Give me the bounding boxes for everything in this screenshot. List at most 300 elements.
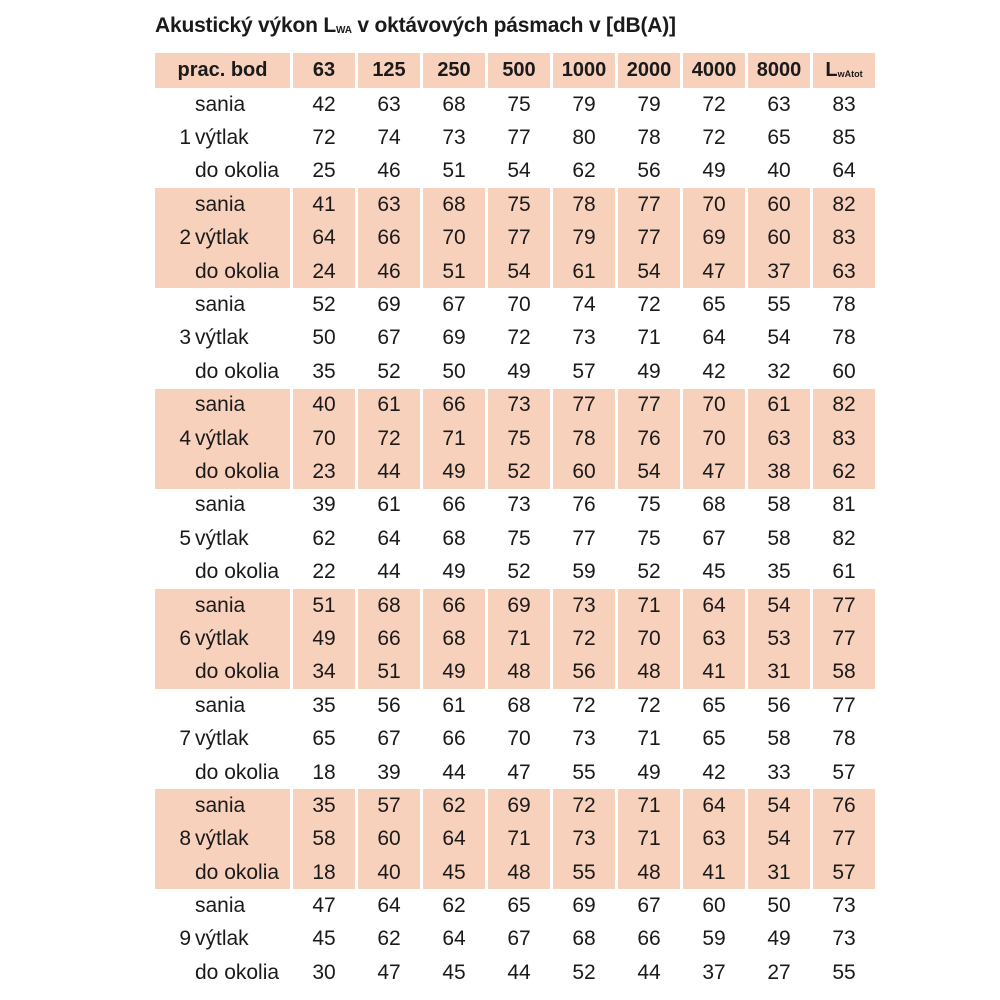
- row-label: sania: [195, 793, 246, 817]
- value-cell: 77: [617, 389, 682, 422]
- point-number: [155, 856, 195, 889]
- value-cell: 61: [357, 489, 422, 522]
- value-cell: 66: [422, 389, 487, 422]
- value-cell: 48: [487, 856, 552, 889]
- value-cell: 41: [292, 188, 357, 221]
- value-cell: 75: [487, 88, 552, 121]
- total-cell: 73: [812, 889, 876, 922]
- value-cell: 54: [487, 155, 552, 188]
- value-cell: 47: [357, 956, 422, 989]
- value-cell: 30: [292, 956, 357, 989]
- row-label: výtlak: [195, 727, 249, 751]
- value-cell: 70: [292, 422, 357, 455]
- table-row: [155, 422, 875, 455]
- value-cell: 61: [552, 255, 617, 288]
- point-number: 7: [179, 727, 191, 751]
- value-cell: 64: [357, 889, 422, 922]
- value-cell: 68: [357, 589, 422, 622]
- total-cell: 83: [812, 422, 876, 455]
- total-cell: 61: [812, 555, 876, 588]
- value-cell: 73: [487, 489, 552, 522]
- point-number: [155, 589, 195, 622]
- value-cell: 35: [292, 689, 357, 722]
- value-cell: 55: [552, 756, 617, 789]
- value-cell: 70: [617, 622, 682, 655]
- value-cell: 72: [552, 789, 617, 822]
- value-cell: 52: [487, 455, 552, 488]
- value-cell: 47: [292, 889, 357, 922]
- value-cell: 35: [747, 555, 812, 588]
- value-cell: 44: [487, 956, 552, 989]
- point-number: 5: [179, 526, 191, 550]
- point-number: 6: [179, 626, 191, 650]
- value-cell: 73: [552, 722, 617, 755]
- value-cell: 68: [422, 622, 487, 655]
- value-cell: 79: [552, 88, 617, 121]
- value-cell: 67: [617, 889, 682, 922]
- row-label: výtlak: [195, 226, 249, 250]
- row-label: do okolia: [195, 960, 280, 984]
- value-cell: 27: [747, 956, 812, 989]
- point-number: [155, 656, 195, 689]
- value-cell: 69: [357, 288, 422, 321]
- point-number: [155, 889, 195, 922]
- total-cell: 83: [812, 88, 876, 121]
- value-cell: 38: [747, 455, 812, 488]
- value-cell: 47: [682, 255, 747, 288]
- value-cell: 70: [682, 188, 747, 221]
- total-cell: 64: [812, 155, 876, 188]
- value-cell: 77: [552, 389, 617, 422]
- value-cell: 57: [552, 355, 617, 388]
- point-number: [155, 789, 195, 822]
- table-row: [155, 88, 875, 121]
- value-cell: 44: [617, 956, 682, 989]
- total-cell: 55: [812, 956, 876, 989]
- value-cell: 55: [747, 288, 812, 321]
- table-row: [155, 121, 875, 154]
- value-cell: 62: [357, 923, 422, 956]
- value-cell: 63: [682, 622, 747, 655]
- value-cell: 66: [422, 722, 487, 755]
- value-cell: 46: [357, 255, 422, 288]
- value-cell: 61: [357, 389, 422, 422]
- table-row: [155, 322, 875, 355]
- value-cell: 64: [422, 923, 487, 956]
- row-label: do okolia: [195, 660, 280, 684]
- value-cell: 49: [682, 155, 747, 188]
- value-cell: 67: [422, 288, 487, 321]
- value-cell: 49: [422, 656, 487, 689]
- value-cell: 77: [487, 121, 552, 154]
- value-cell: 58: [747, 522, 812, 555]
- row-label: sania: [195, 593, 246, 617]
- table-row: [155, 689, 875, 722]
- value-cell: 49: [292, 622, 357, 655]
- value-cell: 68: [422, 522, 487, 555]
- value-cell: 63: [747, 422, 812, 455]
- value-cell: 48: [487, 656, 552, 689]
- row-label: do okolia: [195, 159, 280, 183]
- header-band: 1000: [552, 53, 617, 88]
- value-cell: 68: [422, 188, 487, 221]
- value-cell: 51: [422, 255, 487, 288]
- value-cell: 56: [552, 656, 617, 689]
- point-number: 4: [179, 426, 191, 450]
- value-cell: 73: [422, 121, 487, 154]
- row-label: sania: [195, 92, 246, 116]
- value-cell: 56: [747, 689, 812, 722]
- value-cell: 66: [617, 923, 682, 956]
- value-cell: 66: [422, 589, 487, 622]
- value-cell: 72: [617, 288, 682, 321]
- value-cell: 71: [617, 589, 682, 622]
- acoustic-power-table: [155, 53, 875, 990]
- value-cell: 48: [617, 656, 682, 689]
- value-cell: 68: [682, 489, 747, 522]
- value-cell: 52: [292, 288, 357, 321]
- value-cell: 72: [292, 121, 357, 154]
- total-cell: 77: [812, 689, 876, 722]
- value-cell: 73: [487, 389, 552, 422]
- value-cell: 35: [292, 789, 357, 822]
- value-cell: 23: [292, 455, 357, 488]
- total-cell: 58: [812, 656, 876, 689]
- value-cell: 63: [357, 188, 422, 221]
- value-cell: 78: [552, 422, 617, 455]
- value-cell: 50: [422, 355, 487, 388]
- value-cell: 69: [682, 222, 747, 255]
- value-cell: 64: [682, 789, 747, 822]
- value-cell: 62: [422, 789, 487, 822]
- value-cell: 45: [682, 555, 747, 588]
- value-cell: 22: [292, 555, 357, 588]
- value-cell: 60: [552, 455, 617, 488]
- value-cell: 42: [682, 756, 747, 789]
- value-cell: 54: [747, 322, 812, 355]
- value-cell: 63: [682, 823, 747, 856]
- value-cell: 31: [747, 856, 812, 889]
- value-cell: 45: [292, 923, 357, 956]
- value-cell: 41: [682, 856, 747, 889]
- value-cell: 45: [422, 956, 487, 989]
- total-cell: 83: [812, 222, 876, 255]
- value-cell: 60: [747, 188, 812, 221]
- value-cell: 70: [682, 389, 747, 422]
- value-cell: 41: [682, 656, 747, 689]
- point-number: 1: [179, 126, 191, 150]
- value-cell: 79: [552, 222, 617, 255]
- value-cell: 51: [292, 589, 357, 622]
- table-row: [155, 355, 875, 388]
- value-cell: 65: [682, 288, 747, 321]
- table-row: [155, 555, 875, 588]
- value-cell: 54: [487, 255, 552, 288]
- value-cell: 58: [747, 722, 812, 755]
- value-cell: 53: [747, 622, 812, 655]
- value-cell: 75: [487, 422, 552, 455]
- table-row: [155, 722, 875, 755]
- table-row: [155, 522, 875, 555]
- value-cell: 40: [357, 856, 422, 889]
- point-number: [155, 188, 195, 221]
- total-cell: 77: [812, 622, 876, 655]
- value-cell: 39: [357, 756, 422, 789]
- value-cell: 42: [682, 355, 747, 388]
- value-cell: 63: [357, 88, 422, 121]
- total-cell: 82: [812, 188, 876, 221]
- value-cell: 32: [747, 355, 812, 388]
- header-total: $L_{wAtot}$: [812, 53, 876, 88]
- value-cell: 34: [292, 656, 357, 689]
- value-cell: 69: [552, 889, 617, 922]
- value-cell: 72: [682, 121, 747, 154]
- table-row: [155, 923, 875, 956]
- total-cell: 81: [812, 489, 876, 522]
- table-title: Akustický výkon $L_{WA}$ v oktávových pásmach v [dB(A)]: [155, 14, 676, 37]
- value-cell: 75: [487, 188, 552, 221]
- value-cell: 70: [487, 722, 552, 755]
- value-cell: 79: [617, 88, 682, 121]
- value-cell: 45: [422, 856, 487, 889]
- value-cell: 66: [422, 489, 487, 522]
- value-cell: 68: [422, 88, 487, 121]
- total-cell: 76: [812, 789, 876, 822]
- value-cell: 71: [617, 823, 682, 856]
- table-row: [155, 889, 875, 922]
- value-cell: 52: [357, 355, 422, 388]
- table-row: [155, 956, 875, 989]
- value-cell: 67: [682, 522, 747, 555]
- value-cell: 73: [552, 322, 617, 355]
- total-cell: 78: [812, 722, 876, 755]
- value-cell: 50: [747, 889, 812, 922]
- value-cell: 65: [747, 121, 812, 154]
- value-cell: 74: [357, 121, 422, 154]
- value-cell: 24: [292, 255, 357, 288]
- value-cell: 18: [292, 856, 357, 889]
- value-cell: 52: [487, 555, 552, 588]
- value-cell: 65: [682, 689, 747, 722]
- header-band: 2000: [617, 53, 682, 88]
- value-cell: 46: [357, 155, 422, 188]
- value-cell: 56: [357, 689, 422, 722]
- table-row: [155, 656, 875, 689]
- value-cell: 69: [422, 322, 487, 355]
- value-cell: 49: [487, 355, 552, 388]
- row-label: do okolia: [195, 359, 280, 383]
- header-point: prac. bod: [177, 59, 268, 81]
- total-cell: 63: [812, 255, 876, 288]
- value-cell: 77: [487, 222, 552, 255]
- total-cell: 77: [812, 823, 876, 856]
- row-label: sania: [195, 393, 246, 417]
- value-cell: 60: [357, 823, 422, 856]
- value-cell: 44: [357, 555, 422, 588]
- value-cell: 72: [682, 88, 747, 121]
- value-cell: 62: [292, 522, 357, 555]
- value-cell: 70: [487, 288, 552, 321]
- total-cell: 57: [812, 756, 876, 789]
- point-number: [155, 355, 195, 388]
- value-cell: 72: [357, 422, 422, 455]
- row-label: výtlak: [195, 326, 249, 350]
- value-cell: 35: [292, 355, 357, 388]
- value-cell: 68: [487, 689, 552, 722]
- value-cell: 37: [682, 956, 747, 989]
- value-cell: 71: [617, 722, 682, 755]
- value-cell: 49: [422, 555, 487, 588]
- point-number: [155, 756, 195, 789]
- value-cell: 58: [747, 489, 812, 522]
- value-cell: 44: [422, 756, 487, 789]
- value-cell: 76: [617, 422, 682, 455]
- value-cell: 71: [487, 823, 552, 856]
- point-number: [155, 555, 195, 588]
- value-cell: 57: [357, 789, 422, 822]
- point-number: [155, 489, 195, 522]
- value-cell: 47: [682, 455, 747, 488]
- value-cell: 69: [487, 789, 552, 822]
- row-label: výtlak: [195, 827, 249, 851]
- value-cell: 65: [487, 889, 552, 922]
- table-row: [155, 856, 875, 889]
- value-cell: 40: [747, 155, 812, 188]
- value-cell: 63: [747, 88, 812, 121]
- value-cell: 61: [747, 389, 812, 422]
- value-cell: 62: [422, 889, 487, 922]
- value-cell: 64: [292, 222, 357, 255]
- value-cell: 64: [422, 823, 487, 856]
- value-cell: 18: [292, 756, 357, 789]
- header-band: 500: [487, 53, 552, 88]
- value-cell: 61: [422, 689, 487, 722]
- row-label: výtlak: [195, 927, 249, 951]
- total-cell: 82: [812, 522, 876, 555]
- point-number: [155, 155, 195, 188]
- value-cell: 47: [487, 756, 552, 789]
- value-cell: 52: [552, 956, 617, 989]
- table-row: [155, 255, 875, 288]
- header-row: [155, 53, 875, 88]
- value-cell: 56: [617, 155, 682, 188]
- value-cell: 75: [617, 489, 682, 522]
- total-cell: 85: [812, 121, 876, 154]
- total-cell: 62: [812, 455, 876, 488]
- value-cell: 55: [552, 856, 617, 889]
- total-cell: 78: [812, 288, 876, 321]
- point-number: [155, 288, 195, 321]
- value-cell: 49: [422, 455, 487, 488]
- value-cell: 50: [292, 322, 357, 355]
- value-cell: 58: [292, 823, 357, 856]
- value-cell: 64: [682, 322, 747, 355]
- value-cell: 49: [747, 923, 812, 956]
- value-cell: 75: [487, 522, 552, 555]
- value-cell: 72: [617, 689, 682, 722]
- value-cell: 40: [292, 389, 357, 422]
- value-cell: 51: [422, 155, 487, 188]
- point-number: [155, 956, 195, 989]
- header-band: 63: [292, 53, 357, 88]
- value-cell: 42: [292, 88, 357, 121]
- point-number: [155, 455, 195, 488]
- row-label: do okolia: [195, 860, 280, 884]
- row-label: sania: [195, 493, 246, 517]
- value-cell: 51: [357, 656, 422, 689]
- value-cell: 65: [292, 722, 357, 755]
- value-cell: 65: [682, 722, 747, 755]
- value-cell: 77: [617, 188, 682, 221]
- table-row: [155, 489, 875, 522]
- value-cell: 69: [487, 589, 552, 622]
- value-cell: 64: [682, 589, 747, 622]
- value-cell: 70: [422, 222, 487, 255]
- table-row: [155, 389, 875, 422]
- value-cell: 52: [617, 555, 682, 588]
- point-number: 2: [179, 226, 191, 250]
- table-row: [155, 789, 875, 822]
- row-label: do okolia: [195, 259, 280, 283]
- value-cell: 66: [357, 222, 422, 255]
- value-cell: 54: [747, 589, 812, 622]
- row-label: do okolia: [195, 459, 280, 483]
- point-number: 3: [179, 326, 191, 350]
- row-label: výtlak: [195, 526, 249, 550]
- value-cell: 54: [617, 455, 682, 488]
- value-cell: 71: [617, 322, 682, 355]
- total-cell: 82: [812, 389, 876, 422]
- value-cell: 54: [617, 255, 682, 288]
- total-cell: 57: [812, 856, 876, 889]
- value-cell: 60: [747, 222, 812, 255]
- value-cell: 25: [292, 155, 357, 188]
- point-number: 9: [179, 927, 191, 951]
- value-cell: 54: [747, 789, 812, 822]
- value-cell: 59: [552, 555, 617, 588]
- total-cell: 60: [812, 355, 876, 388]
- total-cell: 73: [812, 923, 876, 956]
- total-cell: 77: [812, 589, 876, 622]
- table-row: [155, 622, 875, 655]
- row-label: sania: [195, 693, 246, 717]
- point-number: 8: [179, 827, 191, 851]
- row-label: sania: [195, 293, 246, 317]
- value-cell: 62: [552, 155, 617, 188]
- header-band: 125: [357, 53, 422, 88]
- value-cell: 48: [617, 856, 682, 889]
- header-band: 250: [422, 53, 487, 88]
- row-label: sania: [195, 894, 246, 918]
- value-cell: 31: [747, 656, 812, 689]
- row-label: do okolia: [195, 560, 280, 584]
- value-cell: 68: [552, 923, 617, 956]
- row-label: do okolia: [195, 760, 280, 784]
- row-label: výtlak: [195, 126, 249, 150]
- value-cell: 78: [617, 121, 682, 154]
- value-cell: 71: [487, 622, 552, 655]
- row-label: výtlak: [195, 426, 249, 450]
- value-cell: 49: [617, 756, 682, 789]
- value-cell: 39: [292, 489, 357, 522]
- table-row: [155, 288, 875, 321]
- value-cell: 66: [357, 622, 422, 655]
- value-cell: 72: [552, 622, 617, 655]
- value-cell: 78: [552, 188, 617, 221]
- table-row: [155, 222, 875, 255]
- value-cell: 54: [747, 823, 812, 856]
- value-cell: 67: [357, 722, 422, 755]
